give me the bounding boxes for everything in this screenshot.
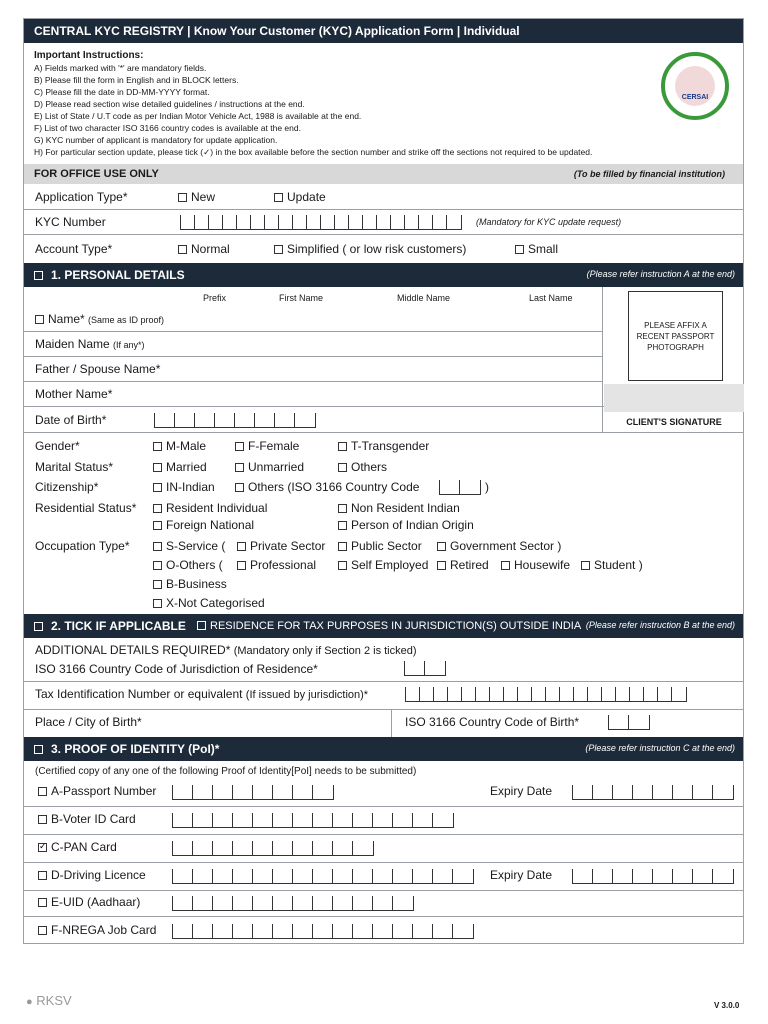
dob-field[interactable] — [154, 413, 316, 428]
office-use-note: (To be filled by financial institution) — [573, 169, 725, 179]
gender-transgender[interactable]: T-Transgender — [338, 439, 429, 453]
occupation-housewife[interactable]: Housewife — [501, 558, 570, 572]
photo-box: PLEASE AFFIX A RECENT PASSPORT PHOTOGRAPH — [628, 291, 723, 381]
mother-name-field[interactable]: Mother Name* — [35, 387, 113, 401]
form-title-bar — [24, 19, 743, 43]
normal-checkbox[interactable] — [178, 245, 187, 254]
occupation-not-categorised[interactable]: X-Not Categorised — [153, 596, 265, 610]
form-title: CENTRAL KYC REGISTRY | Know Your Customer (KYC) Application Form | Individual — [34, 24, 520, 38]
instruction-e: E) List of State / U.T code as per Indian Motor Vehicle Act, 1988 is available at the end. — [34, 111, 362, 121]
signature-label: CLIENT'S SIGNATURE — [626, 417, 722, 427]
gender-male[interactable]: M-Male — [153, 439, 206, 453]
section1-note: (Please refer instruction A at the end) — [586, 269, 735, 279]
citizenship-others[interactable]: Others (ISO 3166 Country Code — [235, 480, 419, 494]
poi-driving[interactable]: D-Driving Licence — [38, 868, 146, 882]
application-type-label: Application Type* — [35, 190, 128, 204]
kyc-number-field[interactable] — [180, 215, 462, 230]
section3-title: 3. PROOF OF IDENTITY (PoI)* — [51, 742, 220, 756]
occupation-service[interactable]: S-Service ( — [153, 539, 225, 553]
citizenship-indian[interactable]: IN-Indian — [153, 480, 215, 494]
pan-checkbox[interactable] — [38, 843, 47, 852]
new-option[interactable]: New — [178, 190, 215, 204]
small-option[interactable]: Small — [515, 242, 558, 256]
instructions — [34, 49, 592, 158]
update-option[interactable]: Update — [274, 190, 326, 204]
logo-text: CERSAI — [681, 94, 709, 101]
birth-country-label: ISO 3166 Country Code of Birth* — [405, 715, 580, 729]
occupation-label: Occupation Type* — [35, 539, 130, 553]
col-middle-name: Middle Name — [397, 293, 451, 303]
father-spouse-name-field[interactable]: Father / Spouse Name* — [35, 362, 161, 376]
driving-licence-field[interactable] — [172, 869, 474, 884]
name-checkbox[interactable] — [35, 315, 44, 324]
citizenship-close-paren: ) — [485, 480, 489, 494]
additional-details-label: ADDITIONAL DETAILS REQUIRED* (Mandatory only if Section 2 is ticked) — [35, 643, 417, 657]
pan-field[interactable] — [172, 841, 374, 856]
instructions-heading: Important Instructions: — [34, 50, 144, 61]
section2-title: 2. TICK IF APPLICABLE — [51, 619, 186, 633]
office-use-bar — [24, 164, 743, 184]
cersai-logo — [661, 52, 729, 120]
poi-voter[interactable]: B-Voter ID Card — [38, 812, 136, 826]
poi-passport[interactable]: A-Passport Number — [38, 784, 156, 798]
driving-expiry-field[interactable] — [572, 869, 734, 884]
new-checkbox[interactable] — [178, 193, 187, 202]
passport-expiry-field[interactable] — [572, 785, 734, 800]
poi-uid[interactable]: E-UID (Aadhaar) — [38, 895, 140, 909]
foreign-national[interactable]: Foreign National — [153, 518, 254, 532]
nrega-field[interactable] — [172, 924, 474, 939]
instruction-d: D) Please read section wise detailed guidelines / instructions at the end. — [34, 99, 305, 109]
name-field[interactable]: Name* (Same as ID proof) — [35, 312, 164, 326]
voter-id-field[interactable] — [172, 813, 454, 828]
instruction-c: C) Please fill the date in DD-MM-YYYY format. — [34, 87, 210, 97]
occupation-government[interactable]: Government Sector ) — [437, 539, 561, 553]
person-indian-origin[interactable]: Person of Indian Origin — [338, 518, 474, 532]
col-prefix: Prefix — [203, 293, 227, 303]
section1-title: 1. PERSONAL DETAILS — [51, 268, 185, 282]
place-of-birth-field[interactable]: Place / City of Birth* — [35, 715, 142, 729]
passport-expiry-label: Expiry Date — [490, 784, 553, 798]
poi-intro: (Certified copy of any one of the following Proof of Identity[PoI] needs to be submitted) — [35, 766, 417, 777]
residence-tax-option[interactable]: RESIDENCE FOR TAX PURPOSES IN JURISDICTION(S) OUTSIDE INDIA — [197, 620, 581, 632]
section3-checkbox[interactable] — [34, 745, 43, 754]
occupation-private[interactable]: Private Sector — [237, 539, 325, 553]
occupation-self-employed[interactable]: Self Employed — [338, 558, 428, 572]
marital-married[interactable]: Married — [153, 460, 207, 474]
update-checkbox[interactable] — [274, 193, 283, 202]
office-use-title: FOR OFFICE USE ONLY — [34, 168, 159, 180]
signature-area[interactable] — [604, 384, 744, 412]
instruction-h: H) For particular section update, please tick (✓) in the box available before the section number and strike off the sections not required to be updated. — [34, 147, 593, 157]
section3-header — [24, 737, 743, 761]
instruction-b: B) Please fill the form in English and in BLOCK letters. — [34, 75, 239, 85]
section3-note: (Please refer instruction C at the end) — [585, 743, 735, 753]
uid-field[interactable] — [172, 896, 414, 911]
col-last-name: Last Name — [529, 293, 573, 303]
tin-label: Tax Identification Number or equivalent (If issued by jurisdiction)* — [35, 687, 369, 701]
occupation-others[interactable]: O-Others ( — [153, 558, 223, 572]
kyc-number-note: (Mandatory for KYC update request) — [476, 217, 622, 227]
tin-field[interactable] — [405, 687, 687, 702]
gender-female[interactable]: F-Female — [235, 439, 299, 453]
jurisdiction-iso-label: ISO 3166 Country Code of Jurisdiction of Residence* — [35, 662, 318, 676]
poi-pan[interactable]: ✓C-PAN Card — [38, 840, 117, 854]
non-resident-indian[interactable]: Non Resident Indian — [338, 501, 460, 515]
birth-country-field[interactable] — [608, 715, 650, 730]
kyc-form — [23, 18, 744, 944]
dob-label: Date of Birth* — [35, 413, 107, 427]
simplified-checkbox[interactable] — [274, 245, 283, 254]
small-checkbox[interactable] — [515, 245, 524, 254]
section2-checkbox[interactable] — [34, 622, 43, 631]
occupation-public[interactable]: Public Sector — [338, 539, 422, 553]
instruction-a: A) Fields marked with '*' are mandatory fields. — [34, 63, 207, 73]
jurisdiction-iso-field[interactable] — [404, 661, 446, 676]
maiden-name-field[interactable]: Maiden Name (If any*) — [35, 337, 145, 351]
driving-expiry-label: Expiry Date — [490, 868, 553, 882]
rksv-logo: ● RKSV — [26, 993, 72, 1008]
instruction-g: G) KYC number of applicant is mandatory for update application. — [34, 135, 278, 145]
marital-others[interactable]: Others — [338, 460, 387, 474]
marital-unmarried[interactable]: Unmarried — [235, 460, 304, 474]
section1-checkbox[interactable] — [34, 271, 43, 280]
version-label: V 3.0.0 — [714, 1001, 740, 1010]
account-type-label: Account Type* — [35, 242, 113, 256]
section2-header — [24, 614, 743, 638]
kyc-number-label: KYC Number — [35, 215, 106, 229]
poi-nrega[interactable]: F-NREGA Job Card — [38, 923, 156, 937]
occupation-business[interactable]: B-Business — [153, 577, 227, 591]
citizenship-country-code[interactable] — [439, 480, 481, 495]
instruction-f: F) List of two character ISO 3166 country codes is available at the end. — [34, 123, 301, 133]
occupation-retired[interactable]: Retired — [437, 558, 489, 572]
normal-option[interactable]: Normal — [178, 242, 230, 256]
residential-label: Residential Status* — [35, 501, 137, 515]
occupation-student[interactable]: Student ) — [581, 558, 643, 572]
gender-label: Gender* — [35, 439, 80, 453]
section2-note: (Please refer instruction B at the end) — [585, 620, 735, 630]
marital-label: Marital Status* — [35, 460, 114, 474]
occupation-professional[interactable]: Professional — [237, 558, 316, 572]
section1-header — [24, 263, 743, 287]
passport-number-field[interactable] — [172, 785, 334, 800]
simplified-option[interactable]: Simplified ( or low risk customers) — [274, 242, 466, 256]
resident-individual[interactable]: Resident Individual — [153, 501, 267, 515]
citizenship-label: Citizenship* — [35, 480, 99, 494]
col-first-name: First Name — [279, 293, 324, 303]
